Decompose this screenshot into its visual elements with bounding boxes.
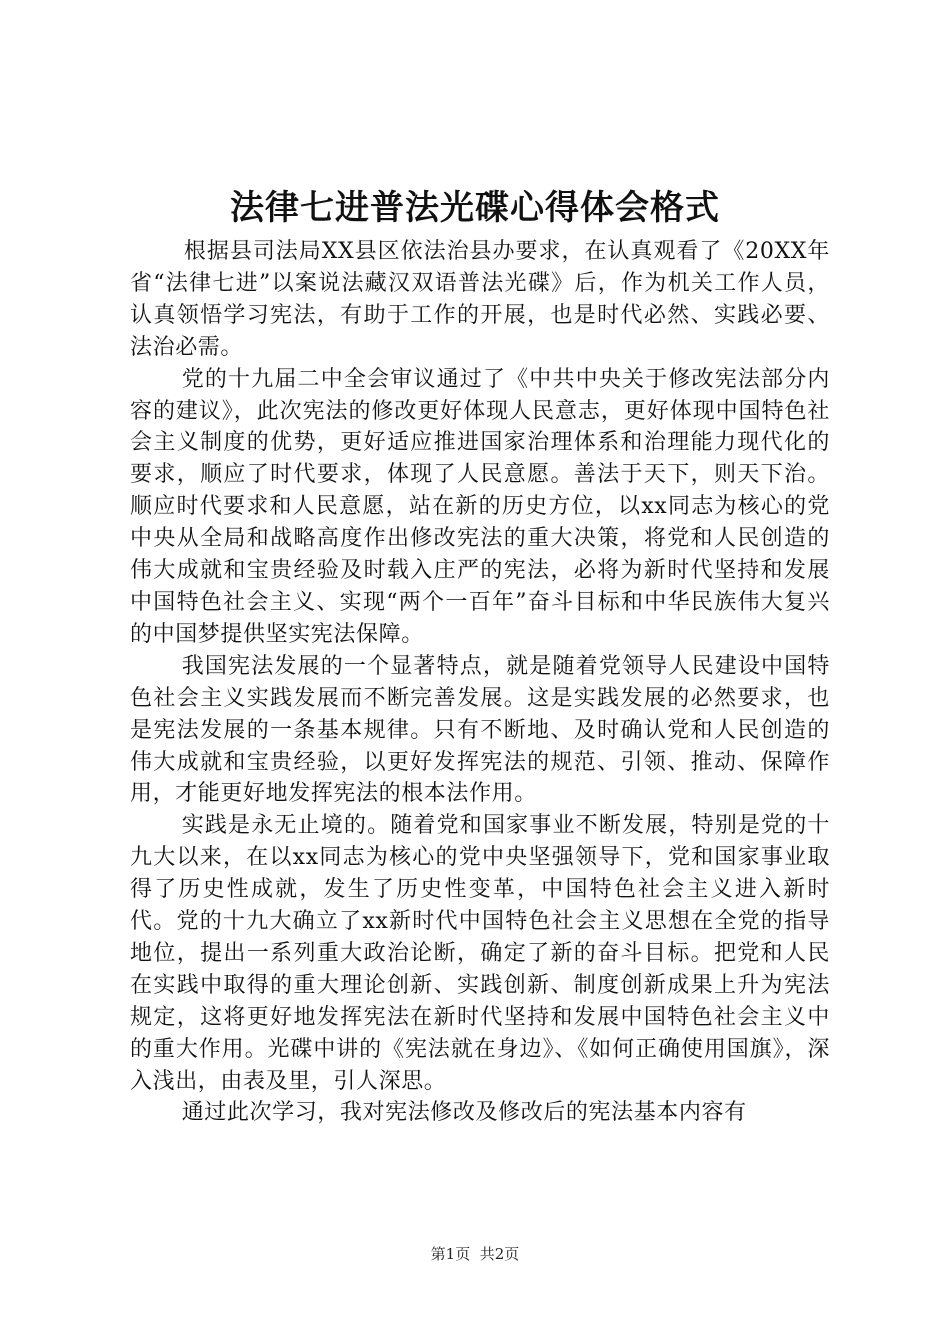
paragraph-1: 根据县司法局XX县区依法治县办要求，在认真观看了《20XX年省“法律七进”以案说法藏汉双语普法光碟》后，作为机关工作人员，认真领悟学习宪法，有助于工作的开展，也是时代必然、实践必要、法治必需。 xyxy=(130,239,830,360)
paragraph-3: 我国宪法发展的一个显著特点，就是随着党领导人民建设中国特色社会主义实践发展而不断完善发展。这是实践发展的必然要求，也是宪法发展的一条基本规律。只有不断地、及时确认党和人民创造的伟大成就和宝贵经验，以更好发挥宪法的规范、引领、推动、保障作用，才能更好地发挥宪法的根本法作用。 xyxy=(130,653,830,807)
paragraph-4: 实践是永无止境的。随着党和国家事业不断发展，特别是党的十九大以来，在以xx同志为核心的党中央坚强领导下，党和国家事业取得了历史性成就，发生了历史性变革，中国特色社会主义进入新时代。党的十九大确立了xx新时代中国特色社会主义思想在全党的指导地位，提出一系列重大政治论断，确定了新的奋斗目标。把党和人民在实践中取得的重大理论创新、实践创新、制度创新成果上升为宪法规定，这将更好地发挥宪法在新时代坚持和发展中国特色社会主义中的重大作用。光碟中讲的《宪法就在身边》、《如何正确使用国旗》，深入浅出，由表及里，引人深思。 xyxy=(130,813,830,1094)
document-title: 法律七进普法光碟心得体会格式 xyxy=(230,188,720,228)
page-number: 第1页 xyxy=(430,1245,471,1263)
paragraph-5: 通过此次学习，我对宪法修改及修改后的宪法基本内容有 xyxy=(181,1100,747,1126)
page-total: 共2页 xyxy=(479,1245,520,1263)
page-footer xyxy=(0,1243,950,1265)
document-body xyxy=(130,236,830,1129)
paragraph-2: 党的十九届二中全会审议通过了《中共中央关于修改宪法部分内容的建议》，此次宪法的修改更好体现人民意志，更好体现中国特色社会主义制度的优势，更好适应推进国家治理体系和治理能力现代化的要求，顺应了时代要求，体现了人民意愿。善法于天下，则天下治。顺应时代要求和人民意愿，站在新的历史方位，以xx同志为核心的党中央从全局和战略高度作出修改宪法的重大决策，将党和人民创造的伟大成就和宝贵经验及时载入庄严的宪法，必将为新时代坚持和发展中国特色社会主义、实现“两个一百年”奋斗目标和中华民族伟大复兴的中国梦提供坚实宪法保障。 xyxy=(130,366,830,647)
